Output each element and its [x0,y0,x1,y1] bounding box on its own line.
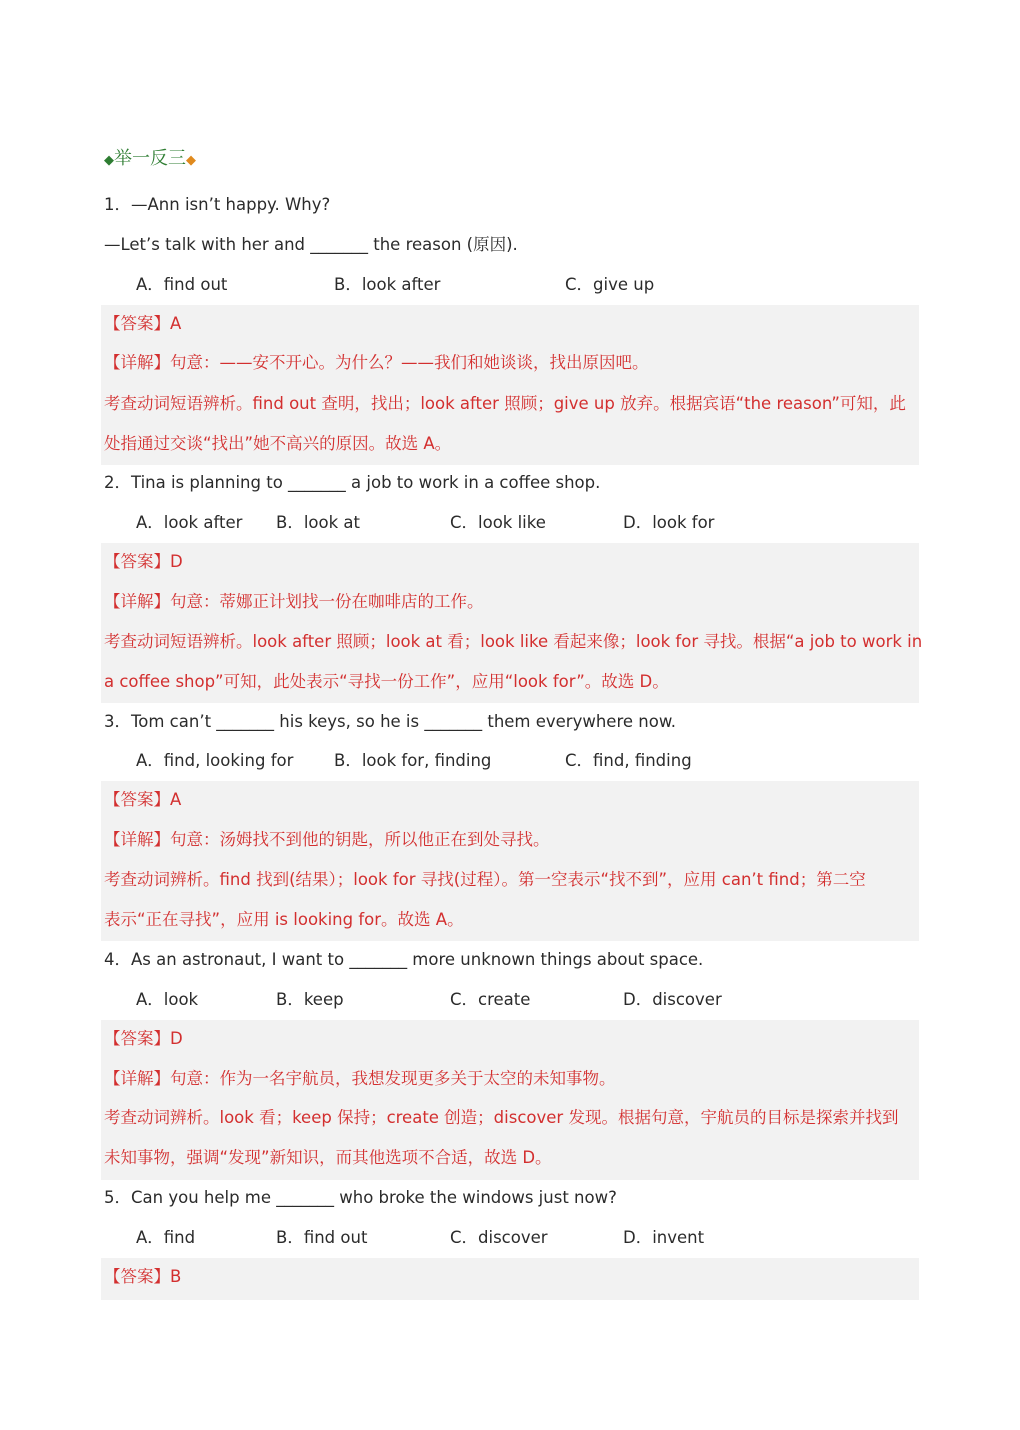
question-4-option-c: C．create [450,990,531,1009]
question-2-option-d: D．look for [623,513,715,532]
answer-value: B [170,1267,182,1286]
question-2-stem: 2．Tina is planning to _______ a job to work in a coffee shop. [104,473,601,492]
question-2-analysis-line-2: a coffee shop”可知，此处表示“寻找一份工作”，应用“look for”。故选 D。 [104,672,669,691]
question-2-option-a: A．look after [136,513,243,532]
question-4-option-d: D．discover [623,990,722,1009]
question-1-stem-reply: —Let’s talk with her and _______ the reason (原因). [104,235,518,254]
detail-label: 【详解】 [104,830,170,849]
question-3-option-b: B．look for, finding [334,751,492,770]
answer-label: 【答案】 [104,552,170,571]
question-5-stem: 5．Can you help me _______ who broke the windows just now? [104,1188,617,1207]
answer-label: 【答案】 [104,790,170,809]
diamond-icon: ◆ [104,153,114,168]
question-1-answer [104,310,181,338]
section-title [104,146,196,172]
question-3-answer [104,786,181,814]
question-5-answer-box [101,1258,919,1300]
detail-label: 【详解】 [104,592,170,611]
detail-text: 句意：蒂娜正计划找一份在咖啡店的工作。 [170,592,484,611]
question-3-option-c: C．find, finding [565,751,692,770]
question-1-option-b: B．look after [334,275,441,294]
answer-value: D [170,1029,183,1048]
question-4-analysis-line-2: 未知事物，强调“发现”新知识，而其他选项不合适，故选 D。 [104,1148,552,1167]
question-4-stem: 4．As an astronaut, I want to _______ more unknown things about space. [104,950,704,969]
question-5-answer [104,1263,181,1291]
question-5-option-c: C．discover [450,1228,548,1247]
answer-label: 【答案】 [104,1029,170,1048]
question-2-analysis-line-1: 考查动词短语辨析。look after 照顾；look at 看；look like 看起来像；look for 寻找。根据“a job to work in [104,632,923,651]
question-2-option-c: C．look like [450,513,546,532]
question-5-option-a: A．find [136,1228,196,1247]
question-3-stem: 3．Tom can’t _______ his keys, so he is _______ them everywhere now. [104,712,677,731]
diamond-icon: ◆ [186,153,196,168]
answer-value: D [170,552,183,571]
question-3-analysis-line-2: 表示“正在寻找”，应用 is looking for。故选 A。 [104,910,464,929]
question-3-detail [104,826,550,854]
question-4-analysis-line-1: 考查动词辨析。look 看；keep 保持；create 创造；discover 发现。根据句意，宇航员的目标是探索并找到 [104,1108,899,1127]
question-1-detail [104,349,649,377]
detail-label: 【详解】 [104,353,170,372]
question-4-answer [104,1025,183,1053]
question-1-analysis-line-1: 考查动词短语辨析。find out 查明，找出；look after 照顾；give up 放弃。根据宾语“the reason”可知，此 [104,394,906,413]
question-1-stem: 1．—Ann isn’t happy. Why? [104,195,331,214]
question-1-analysis-line-2: 处指通过交谈“找出”她不高兴的原因。故选 A。 [104,434,452,453]
question-2-option-b: B．look at [276,513,360,532]
question-4-option-a: A．look [136,990,199,1009]
detail-label: 【详解】 [104,1069,170,1088]
question-2-detail [104,588,484,616]
answer-label: 【答案】 [104,314,170,333]
question-4-option-b: B．keep [276,990,344,1009]
question-1-option-c: C．give up [565,275,655,294]
question-2-answer [104,548,183,576]
question-4-detail [104,1065,616,1093]
question-5-option-d: D．invent [623,1228,705,1247]
detail-text: 句意：汤姆找不到他的钥匙，所以他正在到处寻找。 [170,830,550,849]
question-5-option-b: B．find out [276,1228,368,1247]
detail-text: 句意：——安不开心。为什么？——我们和她谈谈，找出原因吧。 [170,353,649,372]
answer-value: A [170,790,182,809]
detail-text: 句意：作为一名宇航员，我想发现更多关于太空的未知事物。 [170,1069,616,1088]
answer-value: A [170,314,182,333]
question-3-option-a: A．find, looking for [136,751,294,770]
question-1-option-a: A．find out [136,275,228,294]
question-3-analysis-line-1: 考查动词辨析。find 找到(结果）；look for 寻找(过程）。第一空表示“找不到”，应用 can’t find；第二空 [104,870,866,889]
section-title-text: 举一反三 [114,148,186,169]
answer-label: 【答案】 [104,1267,170,1286]
